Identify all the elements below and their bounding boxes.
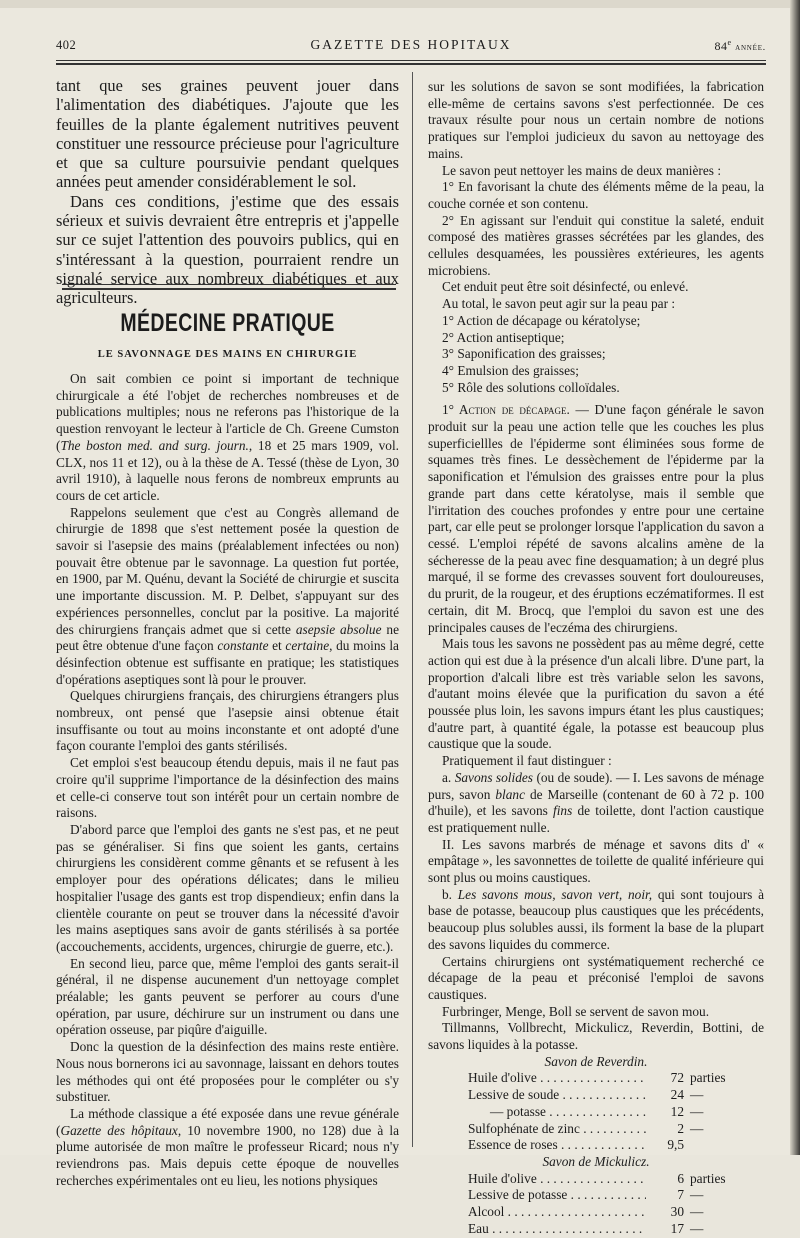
- paragraph: En second lieu, parce que, même l'emploi des gants serait-il général, il ne dispense aucunement d'un nettoyage complet préalable; les gants peuvent se perforer au cours d'une opération, par usure, déchirure sur un instrument ou dans une opération osseuse, par piqûre d'aiguille.: [56, 955, 399, 1038]
- section-title: MÉDECINE PRATIQUE: [120, 309, 335, 337]
- section-rule-thick: [62, 288, 396, 290]
- lead-article-end: [56, 76, 399, 308]
- recipe-row: Essence de roses . . . 9,5: [468, 1137, 748, 1154]
- paragraph: sur les solutions de savon se sont modifiées, la fabrication elle-même de certains savons s'est perfectionnée. De ces travaux résulte pour nous un certain nombre de notions pratiques sur l'emploi judicieux du savon au nettoyage des mains.: [428, 79, 764, 161]
- recipe-row: Alcool . . . 30 —: [468, 1204, 748, 1221]
- recipe-title: Savon de Mickulicz.: [542, 1154, 650, 1169]
- page-top-edge: [0, 0, 790, 8]
- recipe-row: Huile d'olive . . . 72 parties: [468, 1070, 748, 1087]
- paragraph: D'abord parce que l'emploi des gants ne s'est pas, et ne peut pas se généraliser. Si fins que soient les gants, certains chirurgiens les considèrent comme gênants et se refusent à les employer pour des opérations délicates; dans le milieu hospitalier l'usage des gants est trop dispendieux; enfin dans la clientèle courante on peut se trouver dans la nécessité d'avoir les mains aseptiques sans avoir de gants stérilisés à sa portée (accouchements, accidents, urgences, chirurgie de guerre, etc.).: [56, 821, 399, 954]
- paragraph: Au total, le savon peut agir sur la peau par :: [442, 296, 676, 312]
- paragraph: a. Savons solides (ou de soude). — I. Les savons de ménage purs, savon blanc de Marseille (contenant de 60 à 72 p. 100 d'huile), et les savons fins de toilette, dont l'action caustique est pratiquement nulle.: [428, 769, 764, 835]
- page-number: 402: [56, 38, 77, 52]
- paragraph: Tillmanns, Vollbrecht, Mickulicz, Reverdin, Bottini, de savons liquides à la potasse.: [428, 1020, 764, 1053]
- paragraph: Le savon peut nettoyer les mains de deux manières :: [442, 162, 722, 178]
- paragraph: Rappelons seulement que c'est au Congrès allemand de chirurgie de 1898 que s'est nettement posée la question de savoir si l'asepsie des mains (préalablement infectées ou non) pouvait être obtenue par le savonnage. La question fut portée, en 1900, par M. Quénu, devant la Société de chirurgie et suscita une importante discussion. M. P. Delbet, s'appuyant sur des expériences personnelles, conclut par la positive. La majorité des chirurgiens français admet que si cette asepsie absolue ne peut être obtenue d'une façon constante et certaine, du moins la désinfection obtenue est suffisante en pratique; les statistiques d'opérations aseptiques sont là pour le prouver.: [56, 504, 399, 687]
- paragraph: Cet enduit peut être soit désinfecté, ou enlevé.: [442, 279, 689, 295]
- recipe-row: Eau . . . 17 —: [468, 1221, 748, 1238]
- paragraph: b. Les savons mous, savon vert, noir, qui sont toujours à base de potasse, beaucoup plus caustiques que les précédents, beaucoup plus solubles aussi, ils forment la base de la plupart des savons liquides du commerce.: [428, 886, 764, 952]
- paragraph: 1° En favorisant la chute des éléments même de la peau, la couche cornée et son contenu.: [428, 179, 764, 211]
- paragraph: II. Les savons marbrés de ménage et savons dits d' « empâtage », les savonnettes de toilette de qualité inférieure qui sont plus ou moins caustiques.: [428, 836, 764, 886]
- list-item: 2° Action antiseptique;: [442, 329, 565, 345]
- list-item: 1° Action de décapage ou kératolyse;: [442, 312, 641, 328]
- recipe-title: Savon de Reverdin.: [544, 1053, 648, 1069]
- recipe-row: Sulfophénate de zinc . . . 2 —: [468, 1121, 748, 1138]
- paragraph: Certains chirurgiens ont systématiquement recherché ce décapage de la peau et préconisé l'emploi de savons caustiques.: [428, 953, 764, 1002]
- paragraph: 2° En agissant sur l'enduit qui constitue la saleté, enduit composé des matières grasses sécrétées par les glandes, des cellules desquamées, les poussières extérieures, les agents microbiens.: [428, 212, 764, 278]
- recipe-row: Lessive de soude . . . 24 —: [468, 1087, 748, 1104]
- paragraph: Furbringer, Menge, Boll se servent de savon mou.: [442, 1003, 710, 1019]
- recipe-row: Huile d'olive . . . 6 parties: [468, 1171, 748, 1188]
- list-item: 4° Emulsion des graisses;: [442, 362, 579, 378]
- paragraph: 1° Action de décapage. — D'une façon générale le savon produit sur la peau une action telle que les couches les plus superficiellles de l'épiderme sont éliminées sous forme de squames très fines. Le dessèchement de l'épiderme par la saponification et l'émulsion des graisses entre pour la plus grande part dans cette kératolyse, mais il semble que l'irritation des couches profondes y entre pour une certaine part, car elle peut se prolonger lorsque l'application du savon a cessé. L'emploi répété de savons alcalins amène de la sécheresse de la peau avec fine desquamation; à un degré plus marqué, il se forme des crevasses souvent fort douloureuses, du prurit, de la rougeur, et des éruptions eczématiformes. Il est certain, dit M. Brocq, que l'emploi du savon est une des principales causes de l'eczéma des chirurgiens.: [428, 402, 765, 635]
- header-rule: [56, 60, 766, 61]
- running-header: [56, 36, 766, 56]
- paragraph: Cet emploi s'est beaucoup étendu depuis, mais il ne faut pas croire qu'il supprime l'importance de la désinfection des mains et celle-ci conserve tout son intérêt pour un certain nombre de raisons.: [56, 755, 399, 821]
- article-title: LE SAVONNAGE DES MAINS EN CHIRURGIE: [97, 349, 358, 360]
- paragraph: On sait combien ce point si important de technique chirurgicale a été l'objet de recherches nombreuses et de publications multiples; nous ne referons pas l'historique de la question renvoyant le lecteur à l'article de Ch. Greene Cumston (The boston med. and surg. journ., 18 et 25 mars 1909, vol. CLX, nos 11 et 12), ou à la thèse de A. Tessé (thèse de Lyon, 30 avril 1910), à laquelle nous ferons de nombreux emprunts au cours de cet article.: [56, 371, 399, 503]
- left-column: [56, 371, 399, 1189]
- list-item: 5° Rôle des solutions colloïdales.: [442, 379, 620, 395]
- right-column: [428, 79, 764, 1238]
- column-divider: [412, 72, 413, 1147]
- header-rule-thick: [56, 63, 766, 65]
- page-edge-shadow: [790, 0, 800, 1155]
- paragraph: Pratiquement il faut distinguer :: [442, 753, 612, 769]
- section-rule: [62, 284, 396, 285]
- list-item: 3° Saponification des graisses;: [442, 346, 606, 362]
- recipe-row: — potasse . . . 12 —: [468, 1104, 748, 1121]
- paragraph: La méthode classique a été exposée dans une revue générale (Gazette des hôpitaux, 10 novembre 1900, no 128) due à la plume autorisée de mon maître le professeur Ricard; nous n'y reviendrons pas. Mais depuis cette époque de nouvelles recherches expérimentales ont eu lieu, les notions physiques: [56, 1105, 399, 1188]
- paragraph: tant que ses graines peuvent jouer dans l'alimentation des diabétiques. J'ajoute que les feuilles de la plante également nutritives peuvent constituer une ressource précieuse pour l'agriculture et que sa culture poursuivie pendant quelques années peut amender considérablement le sol.: [56, 76, 399, 192]
- paragraph: Quelques chirurgiens français, des chirurgiens étrangers plus nombreux, ont pensé que l'asepsie ainsi obtenue était insuffisante ou tout au moins inconstante et ont adopté d'une façon courante l'emploi des gants stérilisés.: [56, 688, 399, 754]
- paragraph: Mais tous les savons ne possèdent pas au même degré, cette action qui est due à la présence d'un alcali libre. D'une part, la proportion d'alcali libre est très variable selon les savons, d'autant moins élevée que la purification du savon a été poussée plus loin, les savons impurs étant les plus caustiques; d'autre part, à quantité égale, la potasse est beaucoup plus caustique que la soude.: [428, 636, 764, 752]
- journal-title: GAZETTE DES HOPITAUX: [310, 37, 512, 52]
- paragraph: Dans ces conditions, j'estime que des essais sérieux et suivis devraient être entrepris et j'appelle sur ce sujet l'attention des pouvoirs publics, qui en s'intéressant à la question, pourraient rendre un signalé service aux nombreux diabétiques et aux agriculteurs.: [56, 191, 399, 308]
- recipe-row: Lessive de potasse . . . 7 —: [468, 1187, 748, 1204]
- volume-year: 84e année.: [714, 38, 766, 53]
- subheading: 1° Action de décapage.: [442, 402, 570, 418]
- paragraph: Donc la question de la désinfection des mains reste entière. Nous nous bornerons ici au savonnage, laissant en dehors toutes les méthodes qui ont été proposées pour le compléter ou s'y substituer.: [56, 1039, 399, 1105]
